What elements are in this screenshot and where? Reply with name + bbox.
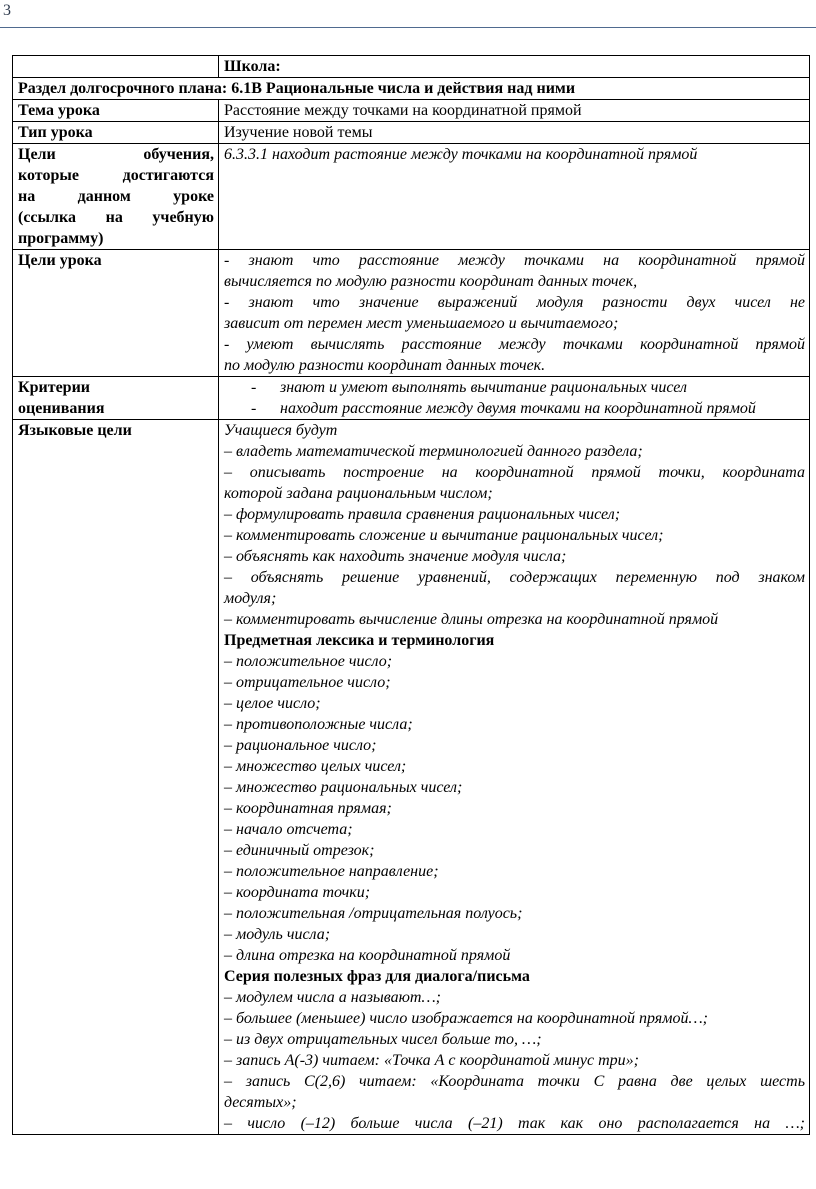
label-line: Критерии <box>18 379 91 396</box>
vocab-line: – положительная /отрицательная полуось; <box>224 905 523 922</box>
phrases-heading: Серия полезных фраз для диалога/письма <box>224 968 530 985</box>
learning-objectives-row <box>13 144 810 250</box>
vocab-line: – отрицательное число; <box>224 674 391 691</box>
criteria-label <box>13 377 219 420</box>
school-row <box>13 56 810 78</box>
lesson-type-row <box>13 122 810 144</box>
objective-line: - знают что значение выражений модуля разности двух чисел не <box>224 294 805 311</box>
lesson-topic-row <box>13 100 810 122</box>
language-goals-row <box>13 420 810 1135</box>
lesson-objectives-list <box>219 250 810 377</box>
language-goals-content <box>219 420 810 1135</box>
page-number: 3 <box>3 2 11 19</box>
lesson-topic-value: Расстояние между точками на координатной прямой <box>219 100 810 122</box>
phrase-line: – число (–12) больше числа (–21) так как оно располагается на …; <box>224 1115 805 1132</box>
objective-line: зависит от перемен мест уменьшаемого и вычитаемого; <box>224 315 619 332</box>
criteria-item-text: знают и умеют выполнять вычитание рациональных чисел <box>280 379 687 396</box>
vocab-line: – множество целых чисел; <box>224 758 407 775</box>
label-line: которые достигаются <box>18 167 214 184</box>
section-text: Раздел долгосрочного плана: 6.1В Рациональные числа и действия над ними <box>13 78 810 100</box>
goal-line: которой задана рациональным числом; <box>224 485 493 502</box>
objective-line: вычисляется по модулю разности координат данных точек, <box>224 273 638 290</box>
vocab-line: – рациональное число; <box>224 737 377 754</box>
criteria-row <box>13 377 810 420</box>
lesson-topic-label: Тема урока <box>13 100 219 122</box>
label-line: оценивания <box>18 400 105 417</box>
goal-line: – комментировать вычисление длины отрезка на координатной прямой <box>224 611 719 628</box>
section-row <box>13 78 810 100</box>
objective-line: - знают что расстояние между точками на координатной прямой <box>224 252 805 269</box>
lesson-objectives-label: Цели урока <box>13 250 219 377</box>
header-rule <box>0 27 816 28</box>
language-intro: Учащиеся будут <box>224 422 338 439</box>
phrase-line: – из двух отрицательных чисел больше то, …; <box>224 1031 542 1048</box>
vocab-line: – модуль числа; <box>224 926 331 943</box>
phrase-line: – запись С(2,6) читаем: «Координата точки С равна две целых шесть <box>224 1073 805 1090</box>
language-goals-label: Языковые цели <box>13 420 219 1135</box>
lesson-type-label: Тип урока <box>13 122 219 144</box>
criteria-item: - находит расстояние между двумя точками на координатной прямой <box>251 400 756 417</box>
label-line: Цели обучения, <box>18 146 214 163</box>
learning-objectives-label <box>13 144 219 250</box>
lesson-objectives-row <box>13 250 810 377</box>
vocab-line: – противоположные числа; <box>224 716 413 733</box>
vocab-line: – начало отсчета; <box>224 821 353 838</box>
criteria-item-text: находит расстояние между двумя точками на координатной прямой <box>280 400 756 417</box>
goal-line: – владеть математической терминологией данного раздела; <box>224 443 643 460</box>
vocab-line: – положительное число; <box>224 653 393 670</box>
vocab-line: – координатная прямая; <box>224 800 392 817</box>
goal-line: – объяснять решение уравнений, содержащих переменную под знаком <box>224 569 805 586</box>
goal-line: модуля; <box>224 590 277 607</box>
goal-line: – объяснять как находить значение модуля числа; <box>224 548 567 565</box>
label-line: на данном уроке <box>18 188 214 205</box>
vocab-line: – единичный отрезок; <box>224 842 375 859</box>
school-empty-cell <box>13 56 219 78</box>
objective-line: - умеют вычислять расстояние между точками координатной прямой <box>224 336 805 353</box>
lesson-plan-table <box>12 55 810 1135</box>
vocab-line: – длина отрезка на координатной прямой <box>224 947 511 964</box>
goal-line: – описывать построение на координатной прямой точки, координата <box>224 464 805 481</box>
phrase-line: десятых»; <box>224 1094 297 1111</box>
label-line: программу) <box>18 230 104 247</box>
objective-line: по модулю разности координат данных точек. <box>224 357 546 374</box>
vocab-line: – целое число; <box>224 695 321 712</box>
school-label: Школа: <box>219 56 810 78</box>
vocab-line: – положительное направление; <box>224 863 439 880</box>
goal-line: – формулировать правила сравнения рациональных чисел; <box>224 506 621 523</box>
vocab-line: – множество рациональных чисел; <box>224 779 463 796</box>
phrase-line: – большее (меньшее) число изображается на координатной прямой…; <box>224 1010 708 1027</box>
criteria-item: - знают и умеют выполнять вычитание рациональных чисел <box>251 379 687 396</box>
vocab-line: – координата точки; <box>224 884 371 901</box>
goal-line: – комментировать сложение и вычитание рациональных чисел; <box>224 527 664 544</box>
lesson-type-value: Изучение новой темы <box>219 122 810 144</box>
label-line: (ссылка на учебную <box>18 209 214 226</box>
vocab-heading: Предметная лексика и терминология <box>224 632 495 649</box>
phrase-line: – запись А(-3) читаем: «Точка А с координатой минус три»; <box>224 1052 639 1069</box>
criteria-list <box>219 377 810 420</box>
phrase-line: – модулем числа а называют…; <box>224 989 441 1006</box>
learning-objectives-value: 6.3.3.1 находит растояние между точками на координатной прямой <box>219 144 810 250</box>
